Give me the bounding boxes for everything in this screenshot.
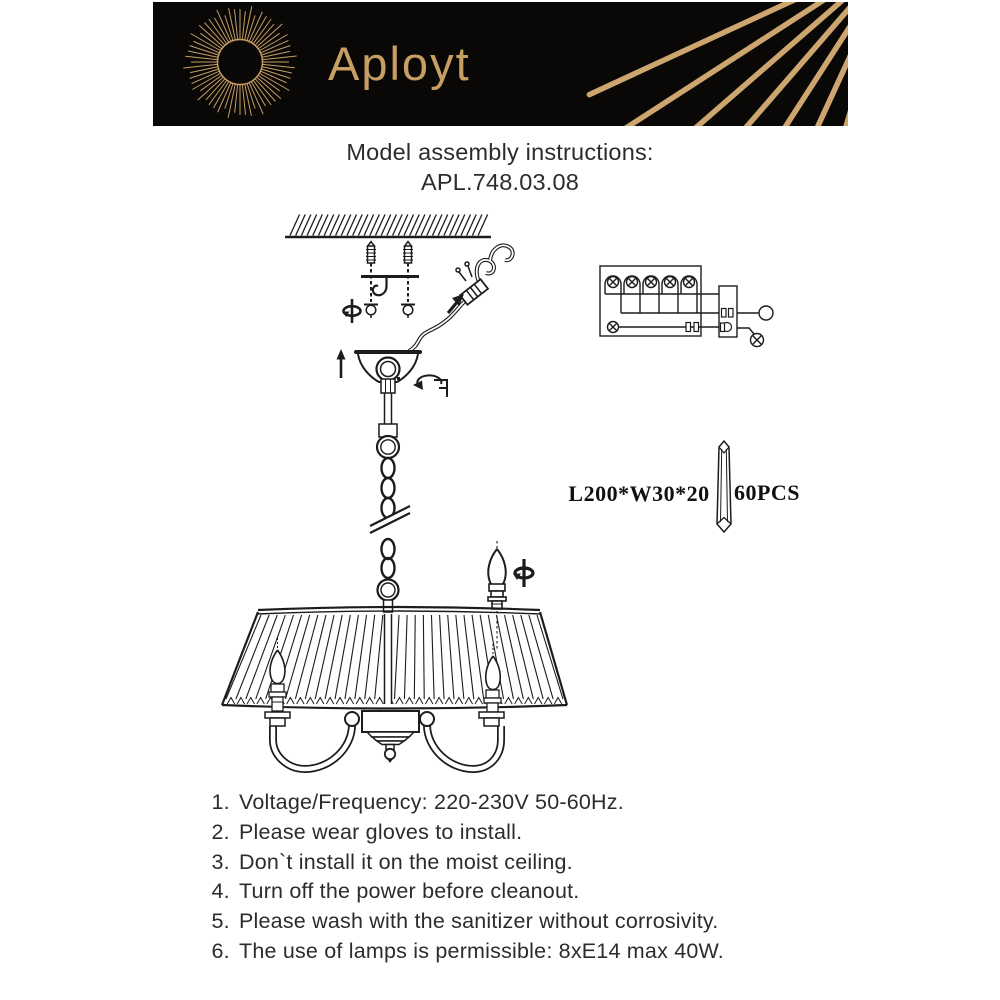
up-arrow-icon [337,349,346,378]
crystal-count-label: 60PCS [733,480,801,505]
brand-name: Aployt [328,37,471,90]
chandelier-body [265,711,504,769]
page-title: Model assembly instructions: [346,139,654,165]
hanging-chain [368,393,412,612]
screw-rotation-icon [343,299,361,323]
hook-rotation-icon [413,375,447,397]
instruction-item: 6. The use of lamps is permissible: 8xE14 max 40W. [236,937,848,967]
anchor-screws [364,242,415,319]
candle-bulb [488,541,506,650]
instructions-list [198,788,848,967]
instruction-item: 5. Please wash with the sanitizer without corrosivity. [236,907,848,937]
instruction-item: 1. Voltage/Frequency: 220-230V 50-60Hz. [236,788,848,818]
ceiling-canopy [356,352,420,393]
model-number: APL.748.03.08 [420,169,580,195]
crystal-prism [717,441,731,532]
wiring-diagram [600,266,773,347]
bulb-rotation-icon [513,559,533,587]
instruction-item: 3. Don`t install it on the moist ceiling. [236,848,848,878]
instruction-item: 2. Please wear gloves to install. [236,818,848,848]
instruction-item: 4. Turn off the power before cleanout. [236,877,848,907]
crystal-size-label: L200*W30*20 [568,481,710,506]
ceiling-hatch [290,215,488,236]
mounting-bracket [361,277,419,296]
